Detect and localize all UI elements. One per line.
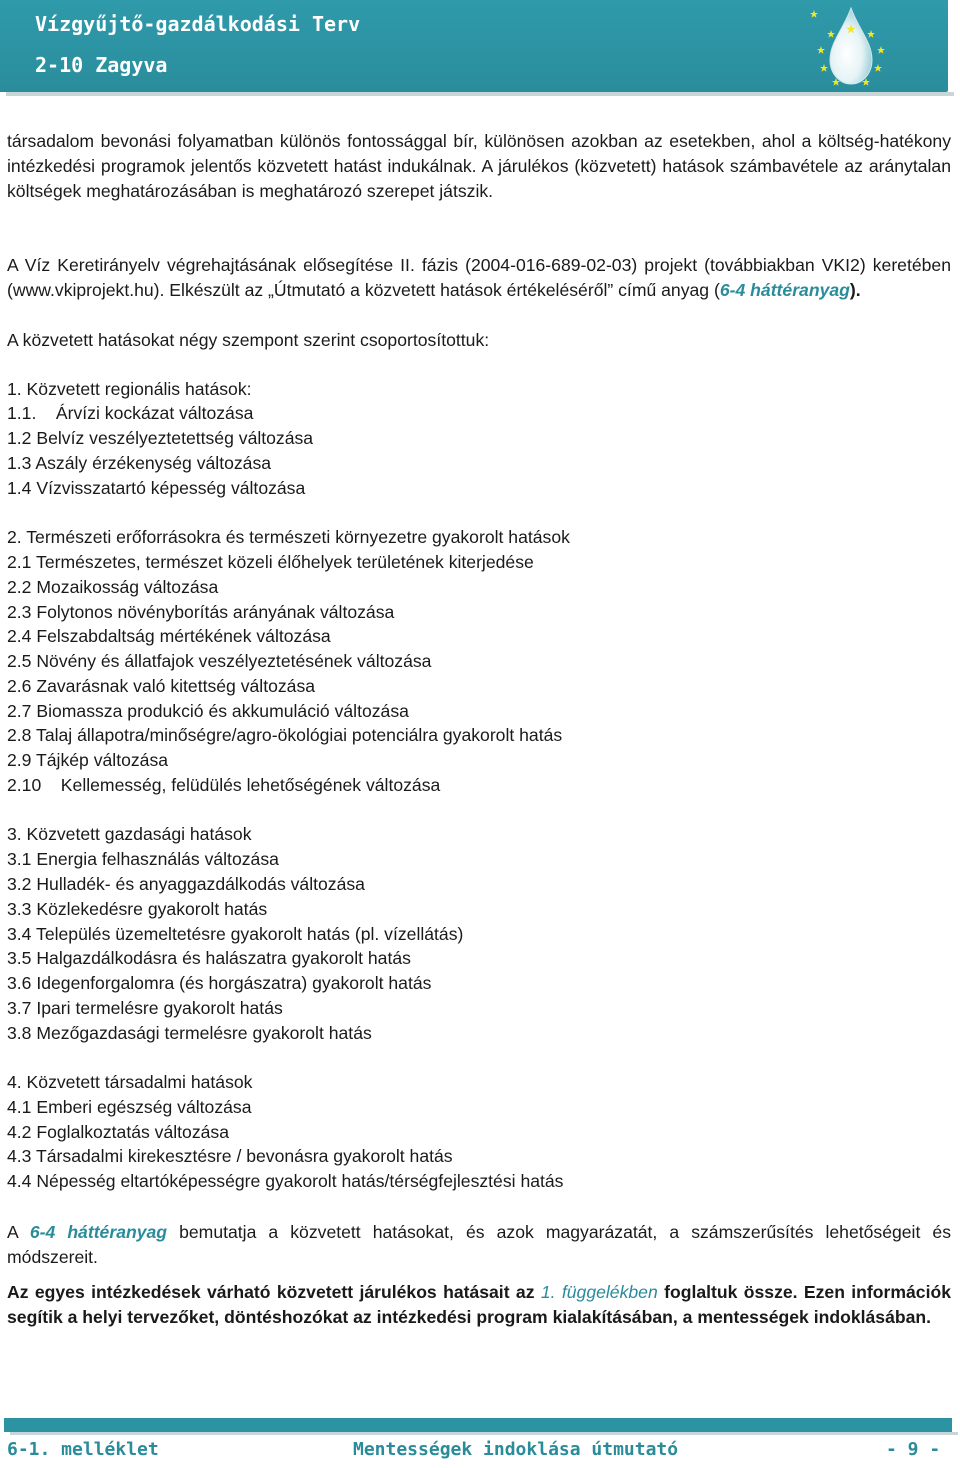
list-item: 1.4 Vízvisszatartó képesség változása <box>7 478 306 498</box>
list-item: 3.4 Település üzemeltetésre gyakorolt hatás (pl. vízellátás) <box>7 924 464 944</box>
list-item: 3.3 Közlekedésre gyakorolt hatás <box>7 899 268 919</box>
closing-paragraph-1-text-b: bemutatja a közvetett hatásokat, és azok magyarázatát, a számszerűsítés lehetőségeit és módszereit. <box>7 1222 951 1267</box>
footer-annex-label: 6-1. melléklet <box>7 1439 159 1460</box>
list-item: 2.7 Biomassza produkció és akkumuláció változása <box>7 701 409 721</box>
group-3-heading: 3. Közvetett gazdasági hatások <box>7 824 252 844</box>
list-item: 4.1 Emberi egészség változása <box>7 1097 252 1117</box>
list-item: 4.2 Foglalkoztatás változása <box>7 1122 230 1142</box>
group-4-heading: 4. Közvetett társadalmi hatások <box>7 1072 253 1092</box>
list-item: 4.4 Népesség eltartóképességre gyakorolt hatás/térségfejlesztési hatás <box>7 1171 564 1191</box>
list-item: 2.8 Talaj állapotra/minőségre/agro-ökológiai potenciálra gyakorolt hatás <box>7 725 563 745</box>
list-item: 2.10 Kellemesség, felüdülés lehetőségének változása <box>7 775 441 795</box>
hatteranyag-link[interactable]: 6-4 háttéranyag <box>719 279 850 300</box>
intro-paragraph-1: társadalom bevonási folyamatban különös fontossággal bír, különösen azokban az esetekben, ahol a költség-hatékony intézkedési programok jelentős közvetett hatást indukálnak. A járulékos (közvetett) hatások számbavétele az aránytalan költségek meghatározásában is meghatározó szerepet játszik. <box>7 131 951 201</box>
closing-paragraph-2-text-b: foglaltuk össze. Ezen információk segítik a helyi tervezőket, döntéshozókat az intézkedési program kialakításában, a mentességek indoklásában. <box>7 1282 952 1327</box>
header-subtitle: 2-10 Zagyva <box>35 53 168 77</box>
closing-paragraph-1-text-a: A <box>7 1222 30 1242</box>
footer-band <box>4 1418 952 1432</box>
intro-paragraph-2-text-a: A Víz Keretirányelv végrehajtásának elősegítése II. fázis (2004-016-689-02-03) projekt (továbbiakban VKI2) keretében (www.vkiprojekt.hu). Elkészült az „Útmutató a közvetett hatások értékeléséről” című anyag ( <box>7 255 951 300</box>
eu-water-drop-stars-icon <box>806 2 896 90</box>
list-item: 3.1 Energia felhasználás változása <box>7 849 279 869</box>
list-item: 1.1. Árvízi kockázat változása <box>7 403 254 423</box>
list-item: 2.3 Folytonos növényborítás arányának változása <box>7 602 395 622</box>
list-item: 3.2 Hulladék- és anyaggazdálkodás változása <box>7 874 365 894</box>
list-item: 3.8 Mezőgazdasági termelésre gyakorolt hatás <box>7 1023 372 1043</box>
footer-document-title: Mentességek indoklása útmutató <box>353 1439 679 1460</box>
fuggelek-link[interactable]: 1. függelékben <box>540 1282 658 1302</box>
list-item: 2.9 Tájkép változása <box>7 750 169 770</box>
header-shadow <box>6 92 954 96</box>
intro-paragraph-2 <box>7 253 951 303</box>
closing-paragraph-2-text-a: Az egyes intézkedések várható közvetett járulékos hatásait az <box>7 1282 541 1302</box>
list-item: 2.6 Zavarásnak való kitettség változása <box>7 676 316 696</box>
list-item: 2.5 Növény és állatfajok veszélyeztetésének változása <box>7 651 432 671</box>
list-item: 3.6 Idegenforgalomra (és horgászatra) gyakorolt hatás <box>7 973 432 993</box>
intro-paragraph-2-text-b: ). <box>849 279 861 300</box>
list-item: 2.4 Felszabdaltság mértékének változása <box>7 626 331 646</box>
intro-paragraph-3: A közvetett hatásokat négy szempont szerint csoportosítottuk: <box>7 330 490 350</box>
footer-shadow <box>10 1432 958 1435</box>
list-item: 2.2 Mozaikosság változása <box>7 577 219 597</box>
list-item: 2.1 Természetes, természet közeli élőhelyek területének kiterjedése <box>7 552 534 572</box>
page-header <box>0 0 960 96</box>
list-item: 3.5 Halgazdálkodásra és halászatra gyakorolt hatás <box>7 948 411 968</box>
group-2-heading: 2. Természeti erőforrásokra és természeti környezetre gyakorolt hatások <box>7 527 570 547</box>
closing-paragraph-2 <box>7 1280 951 1330</box>
header-title: Vízgyűjtő-gazdálkodási Terv <box>35 12 361 36</box>
list-item: 3.7 Ipari termelésre gyakorolt hatás <box>7 998 283 1018</box>
group-1-heading: 1. Közvetett regionális hatások: <box>7 379 252 399</box>
footer-page-number: - 9 - <box>886 1439 941 1460</box>
list-item: 1.2 Belvíz veszélyeztetettség változása <box>7 428 314 448</box>
list-item: 4.3 Társadalmi kirekesztésre / bevonásra gyakorolt hatás <box>7 1146 453 1166</box>
hatteranyag-link-2[interactable]: 6-4 háttéranyag <box>29 1222 168 1242</box>
closing-paragraph-1 <box>7 1220 951 1270</box>
list-item: 1.3 Aszály érzékenység változása <box>7 453 272 473</box>
